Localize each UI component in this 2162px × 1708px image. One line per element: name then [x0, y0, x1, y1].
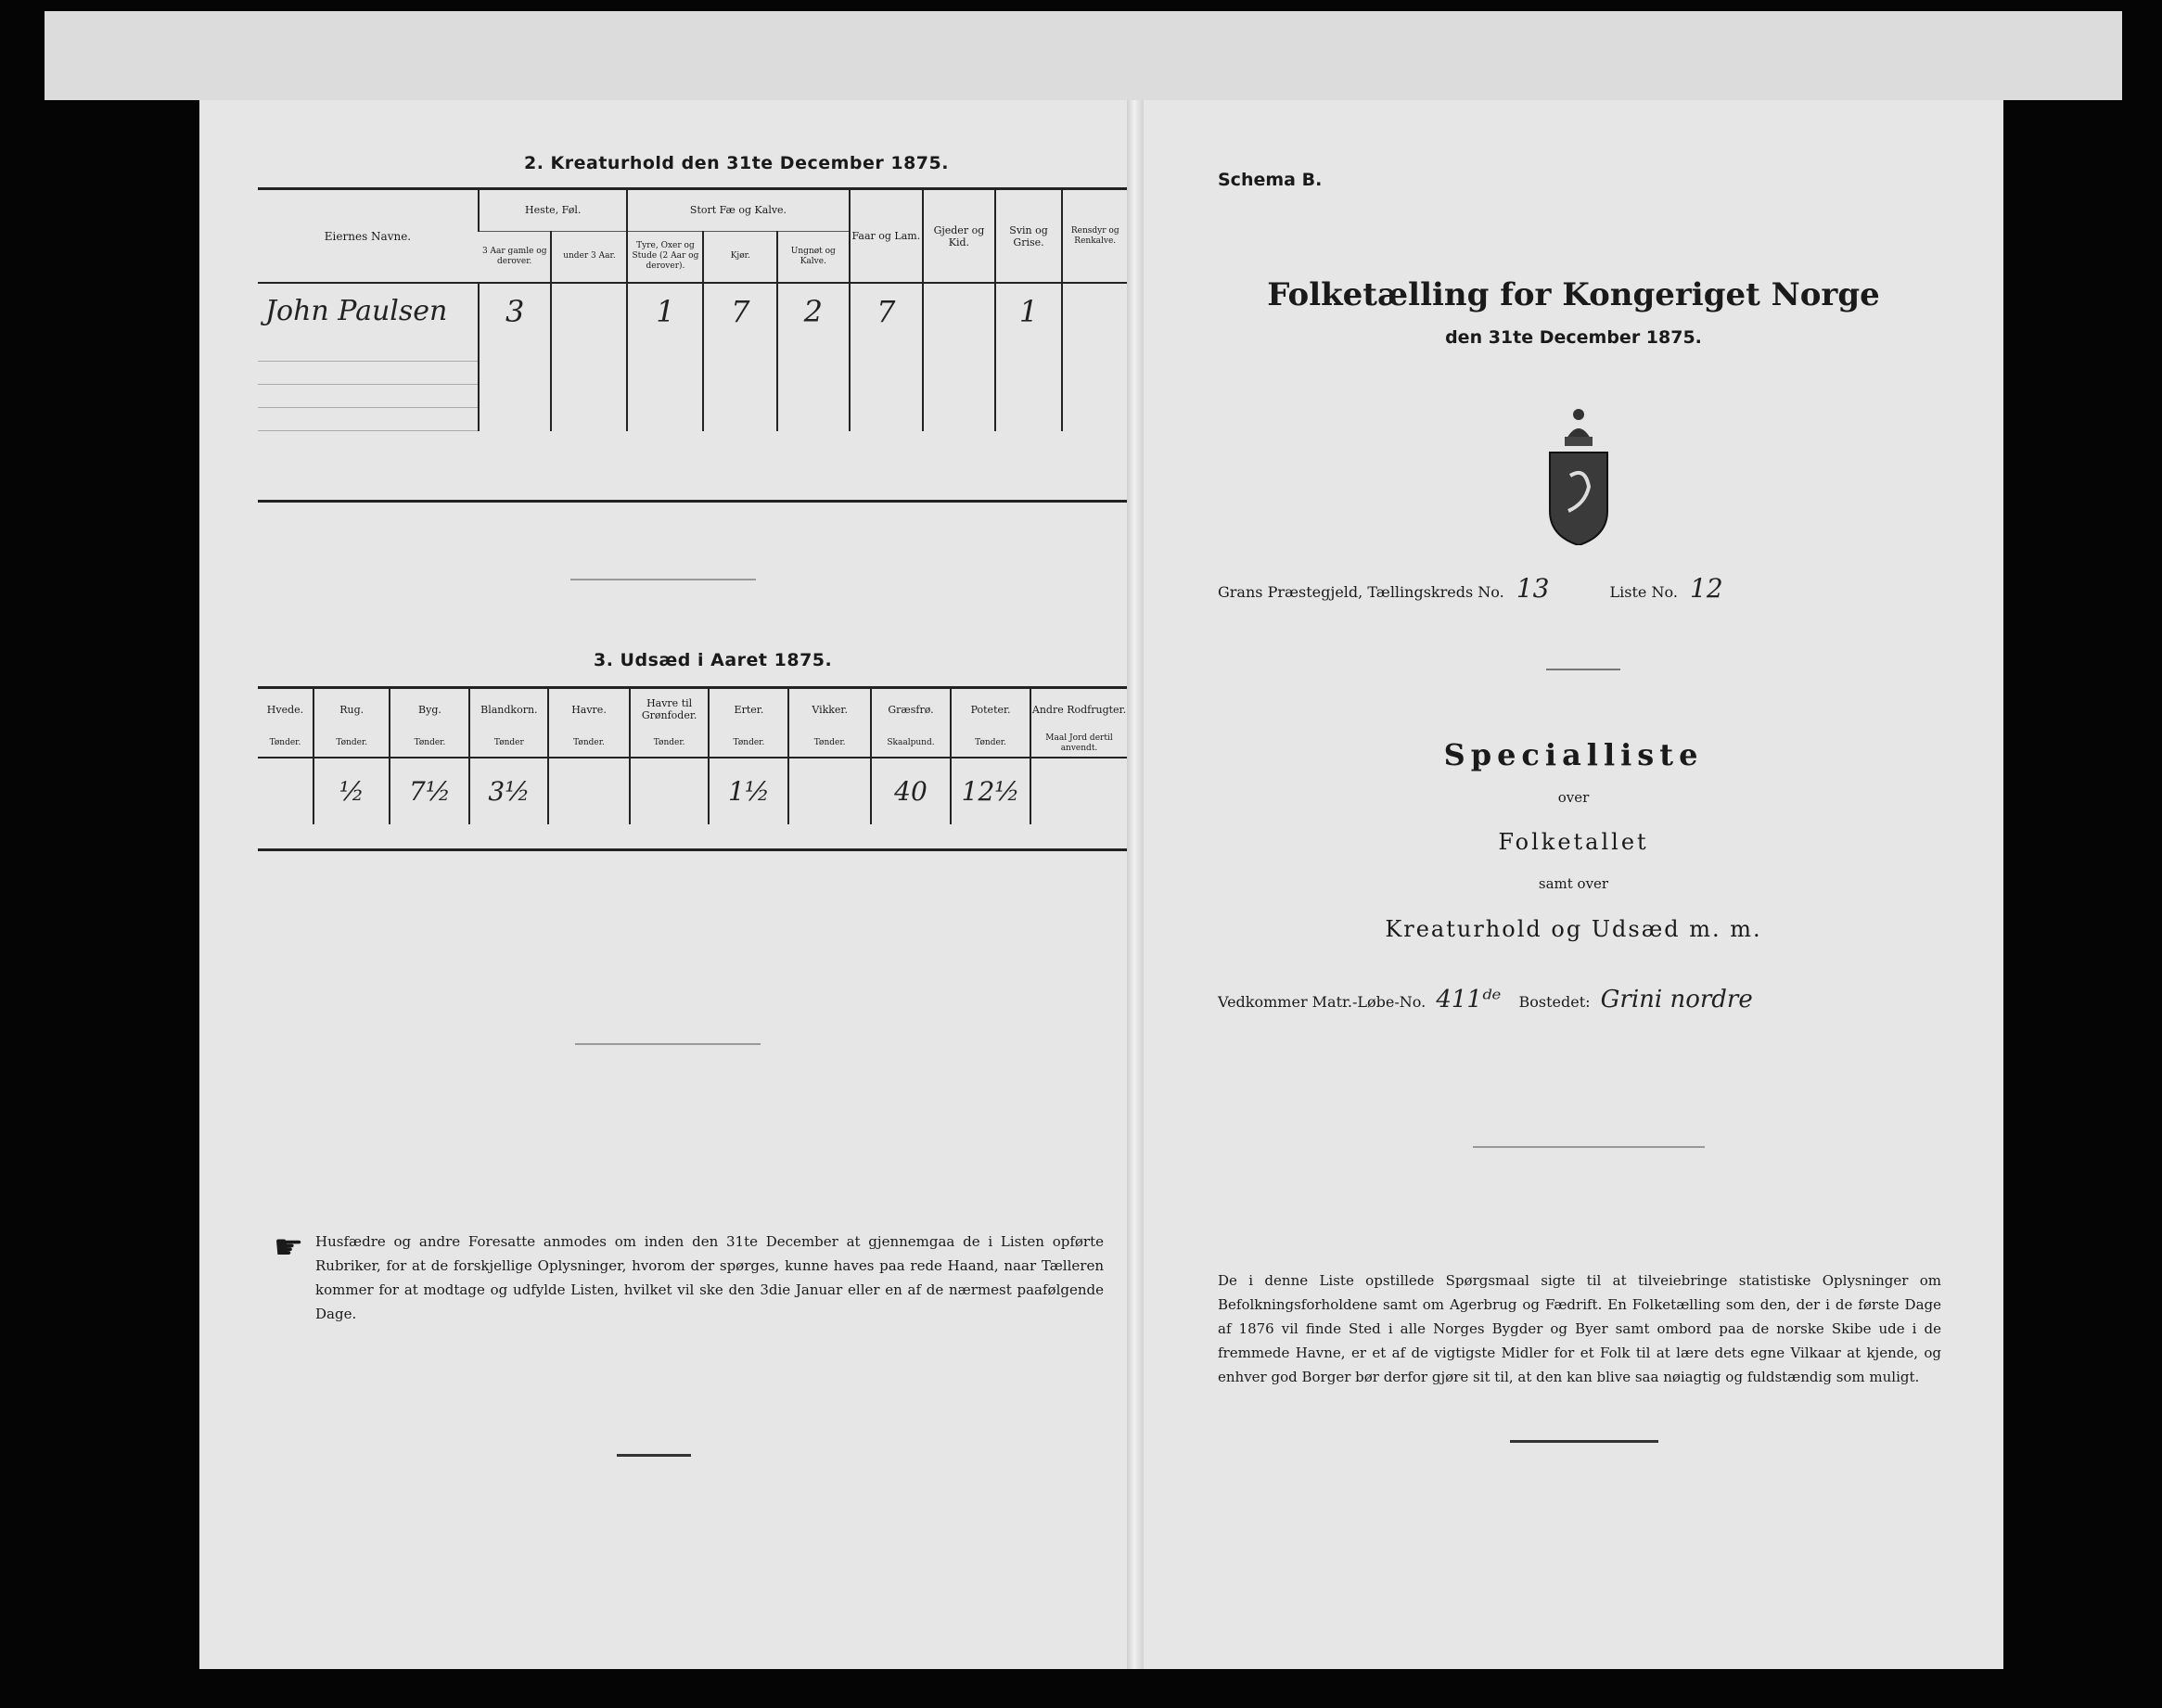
right-page [1144, 100, 2003, 1669]
young-cattle-value: 2 [777, 283, 849, 338]
seed-value-cell: 1½ [709, 758, 788, 824]
seed-value-cell: ½ [313, 758, 390, 824]
seed-unit-cell: Tønder. [788, 730, 870, 758]
seed-header-cell: Byg. [390, 689, 469, 730]
seed-table-bottom-rule [258, 848, 1127, 851]
seed-header-cell: Erter. [709, 689, 788, 730]
district-label: Tællingskreds No. [1367, 583, 1504, 601]
seed-unit-cell: Maal Jord dertil anvendt. [1030, 730, 1127, 758]
seed-value-cell [630, 758, 710, 824]
scan-background [45, 11, 2122, 100]
seed-header-cell: Havre. [548, 689, 629, 730]
pigs-value: 1 [995, 283, 1063, 338]
matr-number: 411ᵈᵉ [1436, 986, 1502, 1013]
list-label: Liste No. [1609, 583, 1678, 601]
kreaturhold-label: Kreaturhold og Udsæd m. m. [1385, 916, 1762, 942]
divider [1546, 669, 1620, 670]
seed-value-cell: 7½ [390, 758, 469, 824]
census-date: den 31te December 1875. [1445, 327, 1702, 348]
seed-unit-cell: Tønder. [269, 738, 301, 747]
divider [1473, 1146, 1705, 1148]
over-label: over [1557, 789, 1590, 806]
left-page [199, 100, 1127, 1669]
table-bottom-rule [258, 500, 1127, 503]
bosted-value: Grini nordre [1600, 986, 1753, 1013]
bosted-label: Bostedet: [1518, 993, 1591, 1011]
seed-heading: 3. Udsæd i Aaret 1875. [594, 650, 833, 670]
bulls-value: 1 [627, 283, 703, 338]
seed-unit-cell: Tønder. [313, 730, 390, 758]
young-cattle-header: Ungnøt og Kalve. [777, 231, 849, 283]
seed-header-cell: Havre til Grønfoder. [630, 689, 710, 730]
divider [617, 1454, 691, 1457]
goats-header: Gjeder og Kid. [923, 190, 994, 283]
samt-over-label: samt over [1538, 875, 1609, 892]
seed-unit-cell: Tønder. [390, 730, 469, 758]
owner-name: John Paulsen [265, 295, 448, 327]
divider [1510, 1440, 1658, 1443]
livestock-heading: 2. Kreaturhold den 31te December 1875. [524, 153, 949, 173]
goats-value [923, 283, 994, 338]
reindeer-header: Rensdyr og Renkalve. [1062, 190, 1127, 283]
seed-unit-cell: Tønder [469, 730, 548, 758]
district-line [1218, 573, 1723, 604]
horse-old-header: 3 Aar gamle og derover. [481, 246, 547, 266]
sheep-value: 7 [850, 283, 924, 338]
bulls-header: Tyre, Oxer og Stude (2 Aar og derover). [627, 231, 703, 283]
horse-young-value [551, 283, 627, 338]
horses-header: Heste, Føl. [479, 190, 628, 231]
seed-value-cell [1030, 758, 1127, 824]
cows-value: 7 [703, 283, 777, 338]
owner-header: Eiernes Navne. [324, 229, 412, 243]
seed-header-cell: Poteter. [951, 689, 1030, 730]
cattle-header: Stort Fæ og Kalve. [627, 190, 849, 231]
main-title: Folketælling for Kongeriget Norge [1267, 276, 1880, 313]
parish-label: Grans Præstegjeld, [1218, 583, 1363, 601]
seed-table [258, 689, 1127, 824]
livestock-table [258, 190, 1127, 431]
specialliste-title: Specialliste [1443, 737, 1704, 772]
coat-of-arms-icon [1541, 402, 1617, 545]
seed-header-cell: Græsfrø. [871, 689, 951, 730]
matrikkel-line [1218, 986, 1753, 1013]
reindeer-value [1062, 283, 1127, 338]
seed-header-cell: Blandkorn. [469, 689, 548, 730]
seed-unit-cell: Tønder. [951, 730, 1030, 758]
schema-label: Schema B. [1218, 170, 1323, 190]
seed-header-cell: Hvede. [266, 703, 304, 716]
seed-value-cell: 12½ [951, 758, 1030, 824]
pointing-hand-icon: ☛ [274, 1229, 304, 1267]
seed-header-cell: Andre Rodfrugter. [1030, 689, 1127, 730]
seed-unit-cell: Skaalpund. [871, 730, 951, 758]
page-fold [1127, 100, 1144, 1669]
seed-header-cell: Rug. [313, 689, 390, 730]
horse-old-value: 3 [479, 283, 552, 338]
district-number: 13 [1516, 573, 1550, 604]
seed-header-cell: Vikker. [788, 689, 870, 730]
notice-text-left: Husfædre og andre Foresatte anmodes om inden den 31te December at gjennemgaa de i Listen opførte Rubriker, for at de forskjellige Oplysninger, hvorom der spørges, kunne haves paa rede Haand, naar Tælleren kommer for at modtage og udfylde Listen, hvilket vil ske den 3die Januar eller en af de nærmest paafølgende Dage. [315, 1233, 1104, 1322]
seed-unit-cell: Tønder. [548, 730, 629, 758]
pigs-header: Svin og Grise. [995, 190, 1063, 283]
seed-value-cell [788, 758, 870, 824]
notice-text-right: De i denne Liste opstillede Spørgsmaal sigte til at tilveiebringe statistiske Oplysninger om Befolkningsforholdene samt om Agerbrug og Fædrift. En Folketælling som den, der i de første Dage af 1876 vil finde Sted i alle Norges Bygder og Byer samt ombord paa de norske Skibe ude i de fremmede Havne, er et af de vigtigste Midler for et Folk til at lære dets egne Vilkaar at kjende, og enhver god Borger bør derfor gjøre sit til, at den kan blive saa nøiagtig og fuldstændig som muligt. [1218, 1272, 1941, 1385]
seed-value-cell [258, 758, 313, 824]
matr-label: Vedkommer Matr.-Løbe-No. [1218, 993, 1426, 1011]
list-number: 12 [1690, 573, 1723, 604]
cows-header: Kjør. [703, 231, 777, 283]
table-row [258, 758, 1127, 824]
divider [570, 579, 756, 580]
seed-unit-cell: Tønder. [630, 730, 710, 758]
seed-value-cell [548, 758, 629, 824]
seed-value-cell: 3½ [469, 758, 548, 824]
sheep-header: Faar og Lam. [850, 190, 924, 283]
folketallet-label: Folketallet [1498, 829, 1649, 855]
seed-unit-cell: Tønder. [709, 730, 788, 758]
divider [575, 1043, 761, 1045]
table-row [258, 283, 1127, 338]
table-row [258, 338, 1127, 431]
horse-young-header: under 3 Aar. [551, 231, 627, 283]
seed-value-cell: 40 [871, 758, 951, 824]
